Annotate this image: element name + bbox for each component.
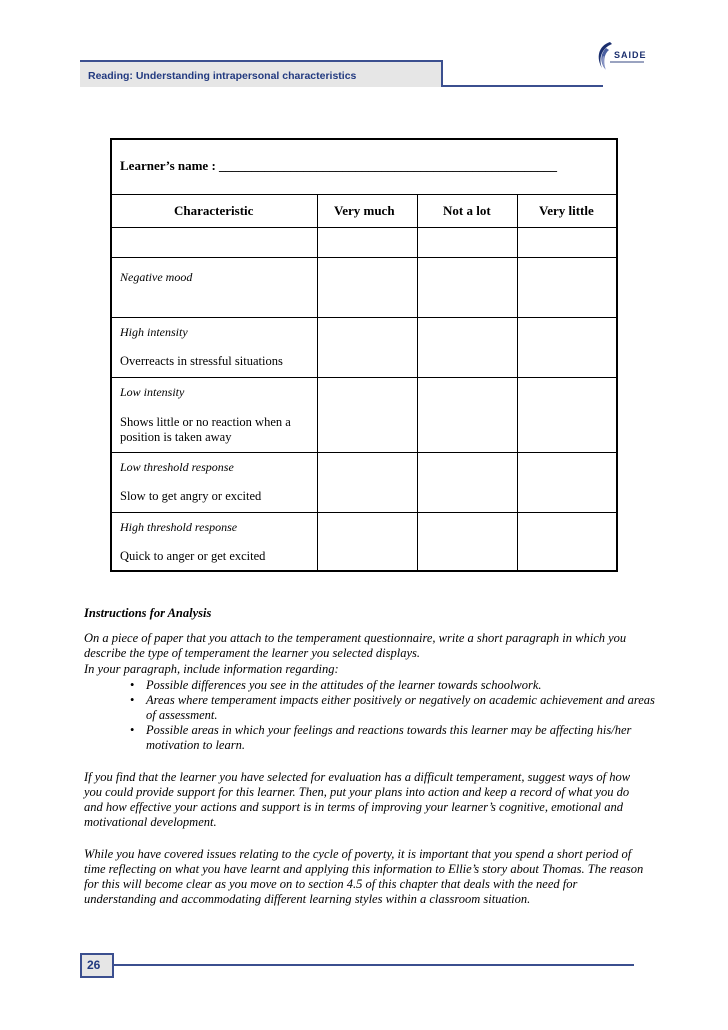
footer-rule bbox=[114, 964, 634, 966]
logo-underline bbox=[610, 61, 644, 63]
table-row bbox=[112, 318, 616, 378]
row-title: High intensity bbox=[120, 325, 188, 339]
row-description: Overreacts in stressful situations bbox=[120, 354, 283, 368]
table-row bbox=[112, 513, 616, 570]
instructions-lead: In your paragraph, include information regarding: bbox=[84, 662, 339, 676]
header-rule bbox=[443, 85, 603, 87]
learner-name-row bbox=[112, 140, 616, 195]
row-title: Low threshold response bbox=[120, 460, 234, 474]
row-description: Quick to anger or get excited bbox=[120, 549, 266, 563]
table-row bbox=[112, 453, 616, 513]
instructions-intro: On a piece of paper that you attach to the temperament questionnaire, write a short paragraph in which you describe the type of temperament the learner you selected displays. bbox=[84, 631, 627, 660]
paragraph-reflection: While you have covered issues relating to the cycle of poverty, it is important that you spend a short period of time reflecting on what you have learnt and applying this information to Ellie’s story about Thomas. The reason for this will become clear as you move on to section 4.5 of this chapter that deals with the need for understanding and accommodating different learning styles within a classroom situation. bbox=[84, 847, 644, 906]
column-header-very-little: Very little bbox=[539, 203, 594, 218]
table-row bbox=[112, 378, 616, 453]
paragraph-support: If you find that the learner you have selected for evaluation has a difficult temperament, suggest ways of how you could provide support for this learner. Then, put your plans into action and keep a record of what you do and how effective your actions and support is in terms of improving your learner’s cognitive, emotional and motivational development. bbox=[84, 770, 631, 829]
list-item: • Possible differences you see in the attitudes of the learner towards schoolwork. bbox=[128, 678, 658, 693]
page-header-title: Reading: Understanding intrapersonal characteristics bbox=[88, 70, 357, 82]
instructions-bullet-list bbox=[128, 678, 658, 753]
column-header-not-a-lot: Not a lot bbox=[443, 203, 491, 218]
row-description: Shows little or no reaction when a position is taken away bbox=[120, 415, 291, 444]
learner-name-label: Learner’s name : ____________________________________________________ bbox=[120, 158, 558, 173]
instructions-title: Instructions for Analysis bbox=[84, 606, 212, 620]
table-row bbox=[112, 228, 616, 258]
table-header-row bbox=[112, 194, 616, 228]
list-item: • Areas where temperament impacts either positively or negatively on academic achievement and areas of assessment. bbox=[128, 693, 658, 723]
column-header-characteristic: Characteristic bbox=[174, 203, 254, 218]
table-row bbox=[112, 258, 616, 318]
row-description: Slow to get angry or excited bbox=[120, 489, 262, 503]
row-title: High threshold response bbox=[120, 520, 238, 534]
column-header-very-much: Very much bbox=[334, 203, 395, 218]
row-title: Negative mood bbox=[120, 270, 193, 284]
temperament-form-table bbox=[110, 138, 618, 572]
row-title: Low intensity bbox=[120, 385, 185, 399]
list-item: • Possible areas in which your feelings and reactions towards this learner may be affecting his/her motivation to learn. bbox=[128, 723, 658, 753]
page-number: 26 bbox=[87, 958, 101, 972]
logo-text: SAIDE bbox=[614, 50, 647, 60]
